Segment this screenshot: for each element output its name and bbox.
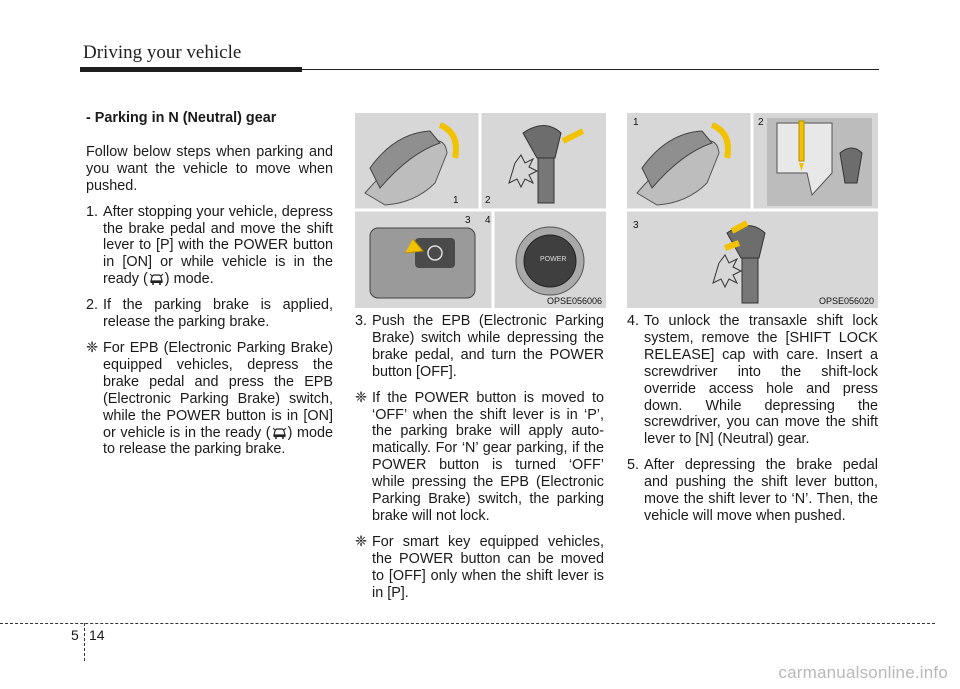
intro-paragraph: Follow below steps when parking and you want the vehicle to move when pushed. — [86, 143, 333, 194]
figure-epb-power — [355, 113, 606, 308]
figure-illustration — [627, 113, 878, 308]
auto-apply-note — [355, 390, 604, 525]
step-number: 1. — [86, 203, 99, 220]
page-number: 14 — [89, 627, 105, 643]
panel-label-3: 3 — [465, 215, 471, 226]
power-button-label: POWER — [540, 256, 567, 263]
step-text: After depressing the brake pedal and pushing the shift lever button, move the shift lever to ‘N’. Then, the vehicle will move when pushed. — [644, 457, 878, 524]
note-text: If the POWER button is moved to ‘OFF’ when the shift lever is in ‘P’, the parking brake will apply auto-matically. For ‘N’ gear parking, if the POWER button is turned ‘OFF’ while pressing the EPB (Electronic Parking Brake) switch, the parking brake will not lock. — [372, 389, 604, 524]
step-number: 3. — [355, 313, 368, 329]
step-2 — [86, 297, 333, 331]
panel-label-2: 2 — [485, 195, 491, 206]
chapter-title: Driving your vehicle — [83, 42, 242, 63]
panel-label-1: 1 — [453, 195, 459, 206]
watermark[interactable]: carmanualsonline.info — [778, 663, 948, 682]
note-text: For EPB (Electronic Parking Brake) equipped vehicles, depress the brake pedal and press the EPB (Electronic Parking Brake) switch, while the POWER button is in [ON] or vehicle is in the ready ( ) mode to release the parking brake. — [103, 339, 334, 458]
footer-rule — [0, 623, 935, 624]
epb-note — [86, 340, 333, 458]
section-heading: - Parking in N (Neutral) gear — [86, 110, 277, 126]
header-rule — [80, 67, 302, 72]
note-mark: ❈ — [355, 533, 368, 550]
smart-key-note — [355, 534, 604, 602]
left-column — [86, 110, 333, 467]
note-mark: ❈ — [86, 339, 99, 356]
ready-car-icon — [149, 272, 164, 285]
panel-label-2: 2 — [758, 117, 764, 128]
header-rule-thin — [302, 69, 879, 70]
section-number: 5 — [71, 627, 79, 643]
figure-code: OPSE056020 — [818, 296, 874, 306]
panel-label-3: 3 — [633, 220, 639, 231]
step-number: 2. — [86, 297, 99, 314]
footer-divider — [84, 623, 85, 661]
step-number: 5. — [627, 457, 640, 474]
step-text: To unlock the transaxle shift lock system, remove the [SHIFT LOCK RELEASE] cap with care. Insert a screwdriver into the shift-lock override access hole and press down. While depressing the screwdriver, you can move the shift lever to [N] (Neutral) gear. — [644, 313, 878, 448]
ready-car-icon — [272, 426, 287, 439]
step-number: 4. — [627, 313, 640, 329]
step-3 — [355, 313, 604, 381]
figure-code: OPSE056006 — [546, 296, 602, 306]
note-text: For smart key equipped vehicles, the POWER button can be moved to [OFF] only when the shift lever is in [P]. — [372, 533, 604, 601]
panel-label-4: 4 — [485, 215, 491, 226]
step-text: After stopping your vehicle, depress the brake pedal and move the shift lever to [P] with the POWER button in [ON] or while vehicle is in the ready ( ) mode. — [103, 203, 333, 288]
step-text: Push the EPB (Electronic Parking Brake) switch while depressing the brake pedal, and turn the POWER button [OFF]. — [372, 313, 604, 380]
right-column — [627, 313, 878, 534]
step-4 — [627, 313, 878, 448]
panel-label-1: 1 — [633, 117, 639, 128]
step-5 — [627, 457, 878, 525]
note-mark: ❈ — [355, 389, 368, 406]
figure-illustration — [355, 113, 606, 308]
middle-column — [355, 313, 604, 611]
step-text: If the parking brake is applied, release the parking brake. — [103, 297, 333, 331]
step-1 — [86, 204, 333, 289]
figure-shift-lock — [627, 113, 878, 308]
